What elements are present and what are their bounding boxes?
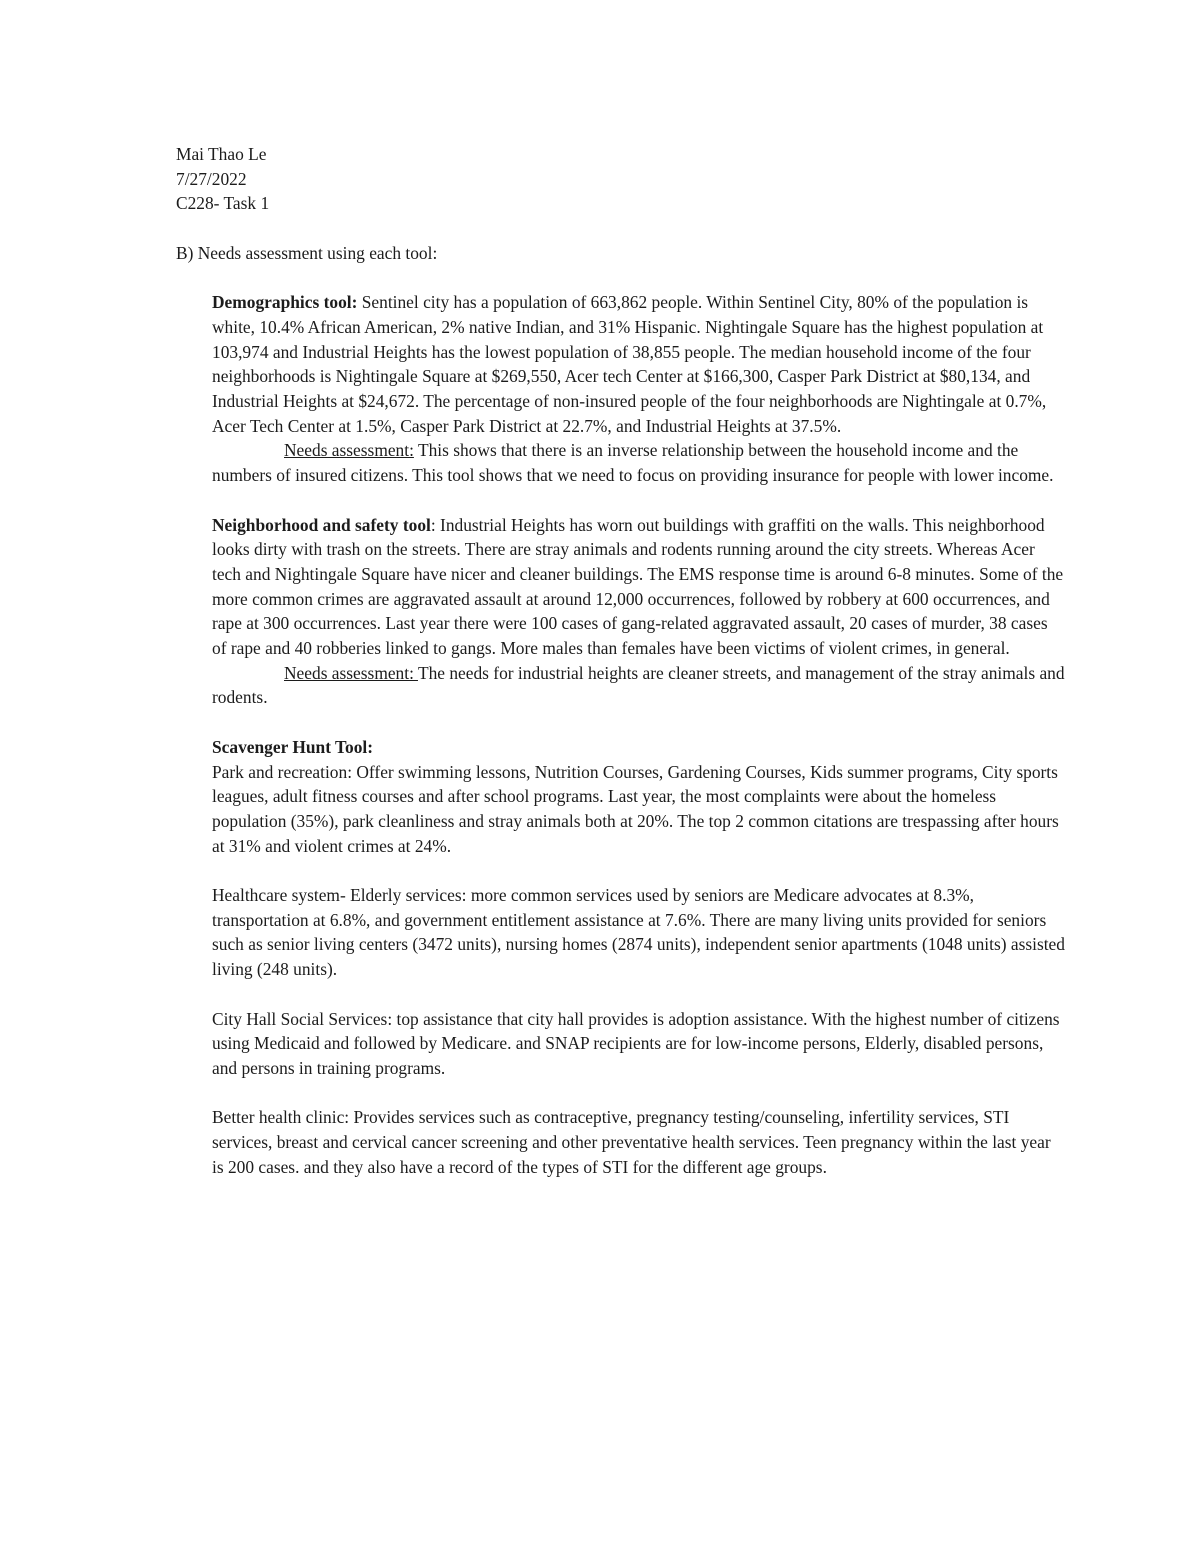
city-hall-paragraph: City Hall Social Services: top assistance that city hall provides is adoption assistance. With the highest number of citizens using Medicaid and followed by Medicare. and SNAP recipients are for low-income persons, Elderly, disabled persons, and persons in training programs.	[212, 1008, 1060, 1078]
document-date: 7/27/2022	[176, 168, 247, 189]
spacer	[212, 488, 1066, 513]
demographics-label: Demographics tool:	[212, 292, 358, 313]
demographics-needs-paragraph	[212, 438, 1066, 487]
parks-paragraph: Park and recreation: Offer swimming lessons, Nutrition Courses, Gardening Courses, Kids summer programs, City sports leagues, adult fitness courses and after school programs. Last year, the most complaints were about the homeless population (35%), park cleanliness and stray animals both at 20%. The top 2 common citations are trespassing after hours at 31% and violent crimes at 24%.	[212, 761, 1059, 856]
neighborhood-needs-label: Needs assessment:	[284, 662, 418, 683]
neighborhood-label: Neighborhood and safety tool	[212, 514, 431, 535]
course-task: C228- Task 1	[176, 193, 270, 214]
neighborhood-needs-paragraph	[212, 661, 1066, 710]
spacer	[212, 858, 1066, 883]
demographics-paragraph	[212, 290, 1066, 438]
healthcare-paragraph: Healthcare system- Elderly services: more common services used by seniors are Medicare advocates at 8.3%, transportation at 6.8%, and government entitlement assistance at 7.6%. There are many living units provided for seniors such as senior living centers (3472 units), nursing homes (2874 units), independent senior apartments (1048 units) assisted living (248 units).	[212, 885, 1065, 980]
demographics-text: Sentinel city has a population of 663,862 people. Within Sentinel City, 80% of the population is white, 10.4% African American, 2% native Indian, and 31% Hispanic. Nightingale Square has the highest population at 103,974 and Industrial Heights has the lowest population of 38,855 people. The median household income of the four neighborhoods is Nightingale Square at $269,550, Acer tech Center at $166,300, Casper Park District at $80,134, and Industrial Heights at $24,672. The percentage of non-insured people of the four neighborhoods are Nightingale at 0.7%, Acer Tech Center at 1.5%, Casper Park District at 22.7%, and Industrial Heights at 37.5%.	[212, 292, 1047, 436]
spacer	[212, 982, 1066, 1007]
neighborhood-paragraph	[212, 513, 1066, 661]
author-name: Mai Thao Le	[176, 144, 267, 164]
demographics-needs-text: This shows that there is an inverse relationship between the household income and the numbers of insured citizens. This tool shows that we need to focus on providing insurance for people with lower income.	[212, 440, 1054, 486]
spacer	[176, 216, 1066, 241]
scavenger-label: Scavenger Hunt Tool:	[212, 736, 374, 757]
spacer	[212, 1081, 1066, 1106]
clinic-paragraph: Better health clinic: Provides services such as contraceptive, pregnancy testing/counseling, infertility services, STI services, breast and cervical cancer screening and other preventative health services. Teen pregnancy within the last year is 200 cases. and they also have a record of the types of STI for the different age groups.	[212, 1107, 1051, 1177]
neighborhood-text: : Industrial Heights has worn out buildings with graffiti on the walls. This neighborhood looks dirty with trash on the streets. There are stray animals and rodents running around the city streets. Whereas Acer tech and Nightingale Square have nicer and cleaner buildings. The EMS response time is around 6-8 minutes. Some of the more common crimes are aggravated assault at around 12,000 occurrences, followed by robbery at 600 occurrences, and rape at 300 occurrences. Last year there were 100 cases of gang-related aggravated assault, 20 cases of murder, 38 cases of rape and 40 robberies linked to gangs. More males than females have been victims of violent crimes, in general.	[212, 514, 1064, 659]
spacer	[212, 710, 1066, 735]
document-page	[176, 142, 1066, 1179]
spacer	[176, 266, 1066, 291]
section-heading: B) Needs assessment using each tool:	[176, 242, 438, 263]
neighborhood-needs-text: The needs for industrial heights are cleaner streets, and management of the stray animals and rodents.	[212, 662, 1065, 708]
demographics-needs-label: Needs assessment:	[284, 440, 414, 461]
tools-section	[212, 290, 1066, 1179]
